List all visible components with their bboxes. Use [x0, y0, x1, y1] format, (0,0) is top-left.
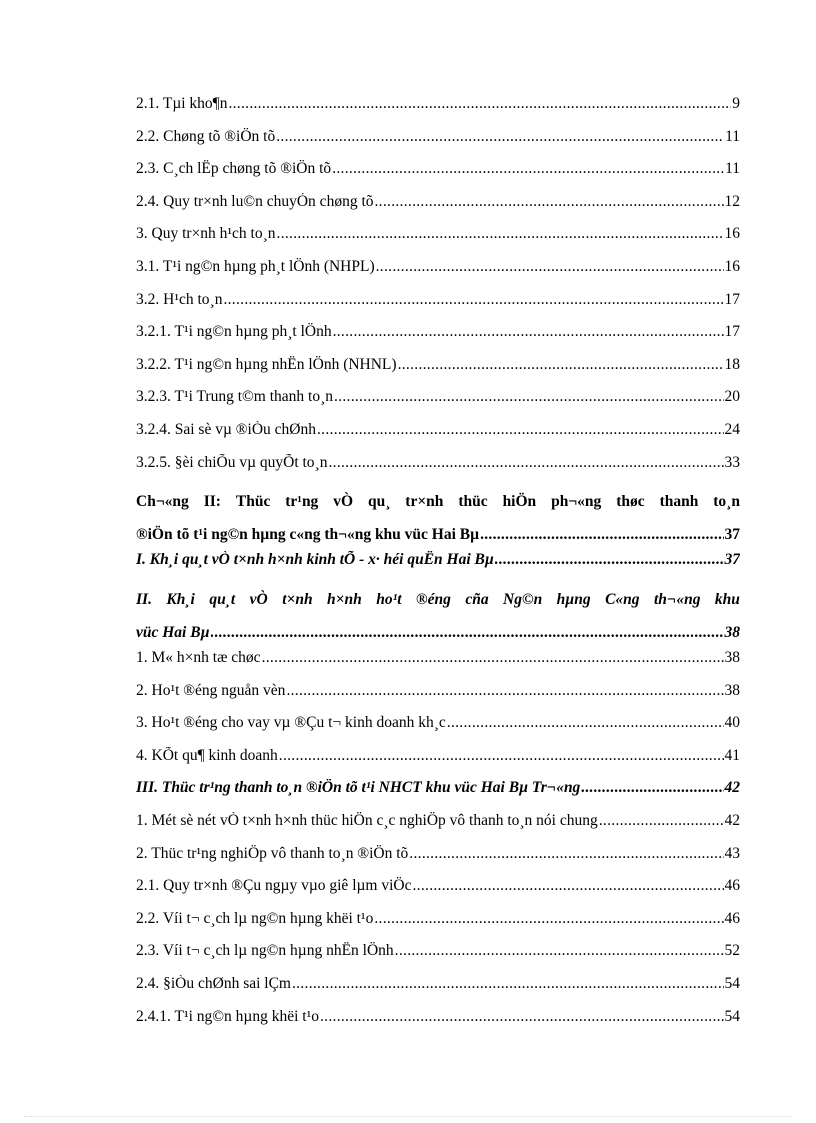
heading-word: tr¹ng [285, 493, 319, 511]
chapter-heading [136, 486, 740, 551]
dot-leader [277, 225, 724, 243]
dot-leader [447, 714, 724, 732]
toc-entry-page-number: 54 [724, 1007, 740, 1025]
heading-word: thanh [659, 493, 699, 511]
toc-entry-title: 2. Thüc tr¹ng nghiÖp vô thanh to¸n ®iÖn tõ [136, 844, 409, 862]
toc-entry-page-number: 16 [724, 257, 740, 275]
dot-leader [375, 193, 724, 211]
heading-word: ho¹t [376, 590, 402, 608]
toc-entry-page-number: 38 [724, 681, 740, 699]
toc-entry-title: 3.1. T¹i ng©n hµng ph¸t lÖnh (NHPL) [136, 257, 375, 275]
toc-entry-page-number: 17 [724, 323, 740, 341]
dot-leader [276, 128, 724, 146]
toc-entry-page-number: 12 [724, 192, 740, 210]
toc-entry[interactable] [136, 421, 740, 454]
toc-entry-page-number: 40 [724, 714, 740, 732]
dot-leader [292, 975, 724, 993]
toc-entry-page-number: 20 [724, 388, 740, 406]
toc-entry[interactable] [136, 649, 740, 682]
toc-entry-title: ®iÖn tõ t¹i ng©n hµng c«ng th¬«ng khu vüc Hai Bµ [136, 525, 480, 543]
toc-entry-title: 2.1. Tµi kho¶n [136, 95, 228, 112]
chapter-heading-line[interactable] [136, 486, 740, 519]
toc-entry[interactable] [136, 95, 740, 128]
heading-word: to¸n [713, 493, 740, 511]
toc-entry[interactable] [136, 225, 740, 258]
toc-entry-title: 2.4. Quy tr×nh lu©n chuyÓn chøng tõ [136, 192, 374, 210]
toc-entry-title: 1. Mét sè nét vÒ t×nh h×nh thüc hiÖn c¸c nghiÖp vô thanh to¸n nói chung [136, 812, 598, 830]
chapter-heading-entry[interactable] [136, 519, 740, 552]
toc-entry-title: 3.2.2. T¹i ng©n hµng nhËn lÖnh (NHNL) [136, 355, 397, 373]
heading-word: ®éng [416, 590, 451, 608]
toc-entry[interactable] [136, 779, 740, 812]
toc-entry[interactable] [136, 193, 740, 226]
toc-entry[interactable] [136, 258, 740, 291]
dot-leader [320, 1008, 724, 1026]
toc-entry-page-number: 38 [724, 623, 740, 641]
dot-leader [581, 779, 723, 797]
heading-word: vÒ [333, 493, 354, 511]
heading-word: qu¸ [367, 493, 391, 511]
heading-word: h×nh [327, 590, 362, 608]
heading-word: Kh¸i [166, 590, 195, 608]
dot-leader [334, 388, 724, 406]
toc-entry-page-number: 16 [724, 225, 740, 243]
toc-entry-title: 3.2.5. §èi chiÕu vµ quyÕt to¸n [136, 453, 328, 471]
toc-entry-title: 2. Ho¹t ®éng nguån vèn [136, 681, 286, 699]
section-heading [136, 584, 740, 649]
toc-entry[interactable] [136, 845, 740, 878]
toc-entry-title: 2.3. Víi t¬ c¸ch lµ ng©n hµng nhËn lÖnh [136, 942, 394, 960]
toc-entry-title: 3. Ho¹t ®éng cho vay vµ ®Çu t¬ kinh doanh kh¸c [136, 714, 446, 732]
heading-word: hµng [556, 590, 591, 608]
toc-entry-title: 3.2.4. Sai sè vµ ®iÒu chØnh [136, 420, 316, 438]
dot-leader [317, 421, 724, 439]
dot-leader [599, 812, 724, 830]
toc-entry[interactable] [136, 160, 740, 193]
toc-entry-title: 2.4. §iÒu chØnh sai lÇm [136, 975, 291, 993]
toc-entry-title: 4. KÕt qu¶ kinh doanh [136, 746, 278, 764]
toc-entry-page-number: 37 [724, 551, 740, 569]
toc-entry[interactable] [136, 323, 740, 356]
toc-entry-title: 2.2. Víi t¬ c¸ch lµ ng©n hµng khëi t¹o [136, 909, 374, 927]
heading-word: Ng©n [503, 590, 543, 608]
dot-leader [376, 258, 724, 276]
dot-leader [328, 454, 723, 472]
toc-entry[interactable] [136, 388, 740, 421]
heading-word: thüc [458, 493, 488, 511]
heading-word: hiÖn [502, 493, 537, 511]
toc-entry[interactable] [136, 1008, 740, 1041]
dot-leader [480, 519, 723, 552]
dot-leader [398, 356, 724, 374]
heading-word: Ch¬«ng [136, 493, 189, 511]
dot-leader [228, 95, 731, 113]
toc-entry-title: 1. M« h×nh tæ chøc [136, 649, 261, 667]
dot-leader [332, 160, 724, 178]
heading-word: II: [203, 493, 221, 511]
toc-entry-title: III. Thüc tr¹ng thanh to¸n ®iÖn tõ t¹i NHCT khu vüc Hai Bµ Tr¬«ng [136, 779, 581, 797]
dot-leader [223, 291, 723, 309]
table-of-contents [136, 95, 740, 1040]
dot-leader [395, 942, 724, 960]
toc-entry-page-number: 9 [732, 95, 740, 112]
dot-leader [374, 910, 723, 928]
toc-entry[interactable] [136, 714, 740, 747]
heading-word: Thüc [235, 493, 271, 511]
dot-leader [409, 845, 723, 863]
toc-entry[interactable] [136, 877, 740, 910]
toc-entry-page-number: 11 [725, 160, 740, 178]
toc-entry-title: 2.2. Chøng tõ ®iÖn tõ [136, 127, 276, 145]
toc-entry-page-number: 18 [724, 355, 740, 373]
toc-entry[interactable] [136, 942, 740, 975]
dot-leader [286, 682, 723, 700]
heading-word: tr×nh [405, 493, 444, 511]
toc-entry-title: 3.2. H¹ch to¸n [136, 290, 223, 308]
dot-leader [279, 747, 724, 765]
heading-word: ph¬«ng [551, 493, 602, 511]
toc-entry-page-number: 24 [724, 420, 740, 438]
heading-word: t×nh [282, 590, 313, 608]
toc-entry-page-number: 43 [724, 844, 740, 862]
toc-entry-title: 2.3. C¸ch lËp chøng tõ ®iÖn tõ [136, 160, 332, 178]
toc-entry[interactable] [136, 356, 740, 389]
heading-word: thøc [616, 493, 645, 511]
toc-entry[interactable] [136, 682, 740, 715]
heading-word: II. [136, 590, 152, 608]
toc-entry-page-number: 41 [724, 746, 740, 764]
toc-entry[interactable] [136, 454, 740, 487]
toc-entry[interactable] [136, 128, 740, 161]
toc-entry[interactable] [136, 747, 740, 780]
dot-leader [413, 877, 724, 895]
toc-entry-page-number: 52 [724, 942, 740, 960]
heading-word: th¬«ng [654, 590, 701, 608]
toc-entry[interactable] [136, 291, 740, 324]
toc-entry-page-number: 17 [724, 290, 740, 308]
toc-entry[interactable] [136, 975, 740, 1008]
toc-entry-page-number: 54 [724, 975, 740, 993]
heading-word: vÒ [249, 590, 268, 608]
toc-entry-title: 3. Quy tr×nh h¹ch to¸n [136, 225, 276, 243]
toc-entry[interactable] [136, 551, 740, 584]
toc-entry-title: I. Kh¸i qu¸t vÒ t×nh h×nh kinh tÕ - x· héi quËn Hai Bµ [136, 551, 494, 569]
toc-entry-page-number: 46 [724, 877, 740, 895]
toc-entry[interactable] [136, 910, 740, 943]
toc-entry-page-number: 42 [724, 779, 740, 797]
heading-word: khu [714, 590, 740, 608]
toc-entry[interactable] [136, 812, 740, 845]
section-heading-line[interactable] [136, 584, 740, 617]
toc-entry-title: 3.2.3. T¹i Trung t©m thanh to¸n [136, 388, 333, 406]
page-bottom-rule [24, 1116, 792, 1117]
toc-entry-page-number: 11 [725, 127, 740, 145]
toc-entry-page-number: 46 [724, 909, 740, 927]
toc-entry-title: 2.4.1. T¹i ng©n hµng khëi t¹o [136, 1007, 319, 1025]
toc-entry-title: 3.2.1. T¹i ng©n hµng ph¸t lÖnh [136, 323, 332, 341]
toc-entry-title: vüc Hai Bµ [136, 623, 210, 641]
toc-entry-title: 2.1. Quy tr×nh ®Çu ngµy vµo giê lµm viÖc [136, 877, 412, 895]
dot-leader [211, 617, 724, 650]
heading-word: C«ng [605, 590, 640, 608]
toc-entry-page-number: 37 [724, 525, 740, 543]
heading-word: cña [465, 590, 489, 608]
dot-leader [333, 323, 724, 341]
toc-entry-page-number: 33 [724, 453, 740, 471]
dot-leader [495, 551, 724, 569]
toc-entry-page-number: 42 [724, 812, 740, 830]
section-heading-entry[interactable] [136, 617, 740, 650]
dot-leader [262, 649, 724, 667]
toc-entry-page-number: 38 [724, 649, 740, 667]
heading-word: qu¸t [209, 590, 236, 608]
